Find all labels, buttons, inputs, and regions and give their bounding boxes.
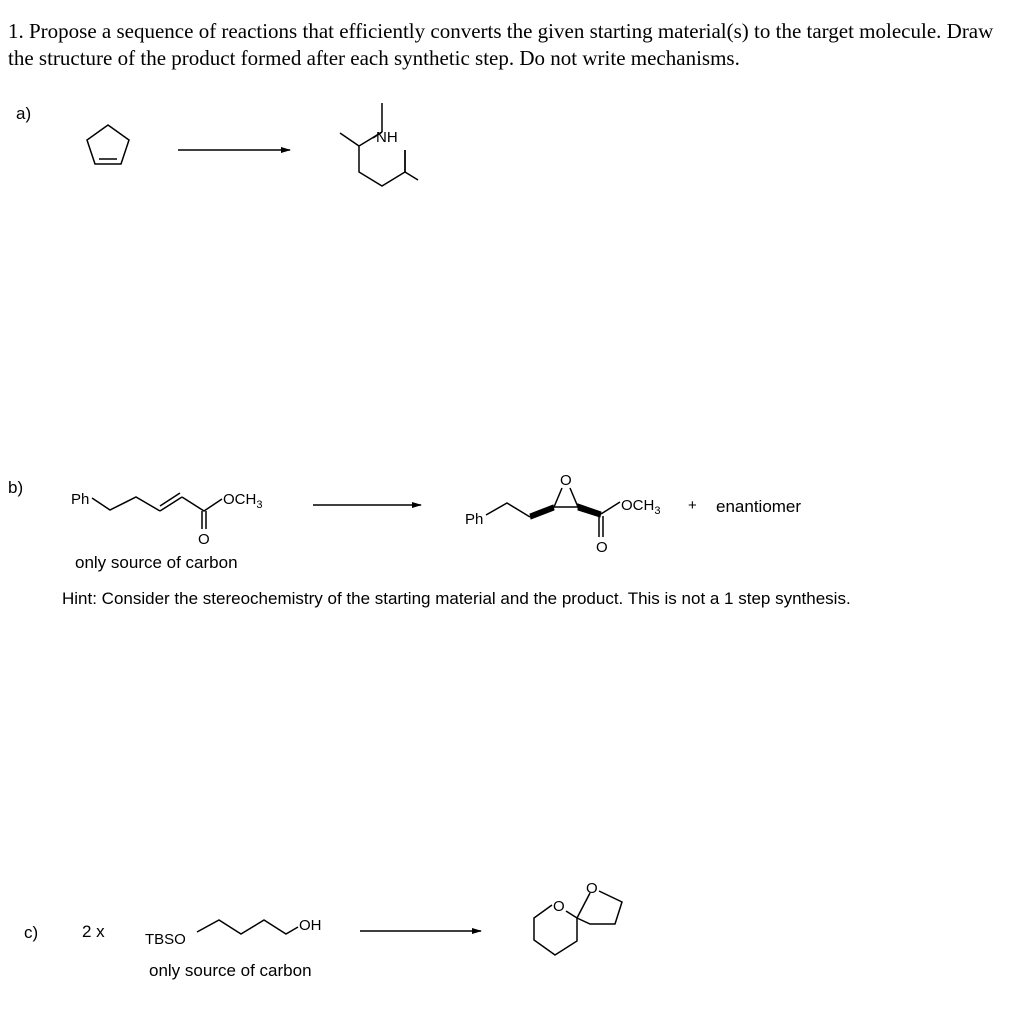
tbso-pentanol-structure bbox=[145, 917, 322, 948]
plus-sign: + bbox=[688, 497, 697, 514]
product-ph-label: Ph bbox=[465, 511, 484, 528]
cyclopentene-structure bbox=[87, 125, 129, 164]
part-b-carbon-note: only source of carbon bbox=[75, 553, 238, 572]
spiroketal-structure bbox=[534, 880, 622, 955]
start-och3-label: $OCH_3$ bbox=[223, 491, 263, 511]
question-text: 1. Propose a sequence of reactions that efficiently converts the given starting material(s) to the target molecule. Draw the structure of the product formed after each synthetic step. Do not write mechanisms. bbox=[8, 19, 994, 70]
start-carbonyl-o-label: O bbox=[198, 531, 210, 548]
enantiomer-label: enantiomer bbox=[716, 497, 802, 516]
epoxy-ester-structure bbox=[465, 472, 660, 556]
product-nh-label: NH bbox=[376, 129, 398, 146]
part-b-label: b) bbox=[8, 478, 24, 497]
part-c-multiplier: 2 x bbox=[82, 922, 105, 941]
part-b-hint: Hint: Consider the stereochemistry of the starting material and the product. This is not a 1 step synthesis. bbox=[62, 589, 851, 608]
part-a-label: a) bbox=[16, 104, 32, 123]
product-och3-label: $OCH_3$ bbox=[621, 497, 661, 517]
oh-label: OH bbox=[299, 917, 322, 934]
epoxide-o-label: O bbox=[560, 472, 572, 489]
ring-oxygen-2-label: O bbox=[586, 880, 598, 897]
ring-oxygen-1-label: O bbox=[553, 898, 565, 915]
part-c-label: c) bbox=[24, 923, 39, 942]
tbso-label: TBSO bbox=[145, 931, 186, 948]
alkynyl-ester-structure bbox=[71, 491, 262, 548]
dimethylpiperidine-structure bbox=[340, 103, 418, 186]
part-c-carbon-note: only source of carbon bbox=[149, 961, 312, 980]
product-carbonyl-o-label: O bbox=[596, 539, 608, 556]
start-ph-label: Ph bbox=[71, 491, 90, 508]
